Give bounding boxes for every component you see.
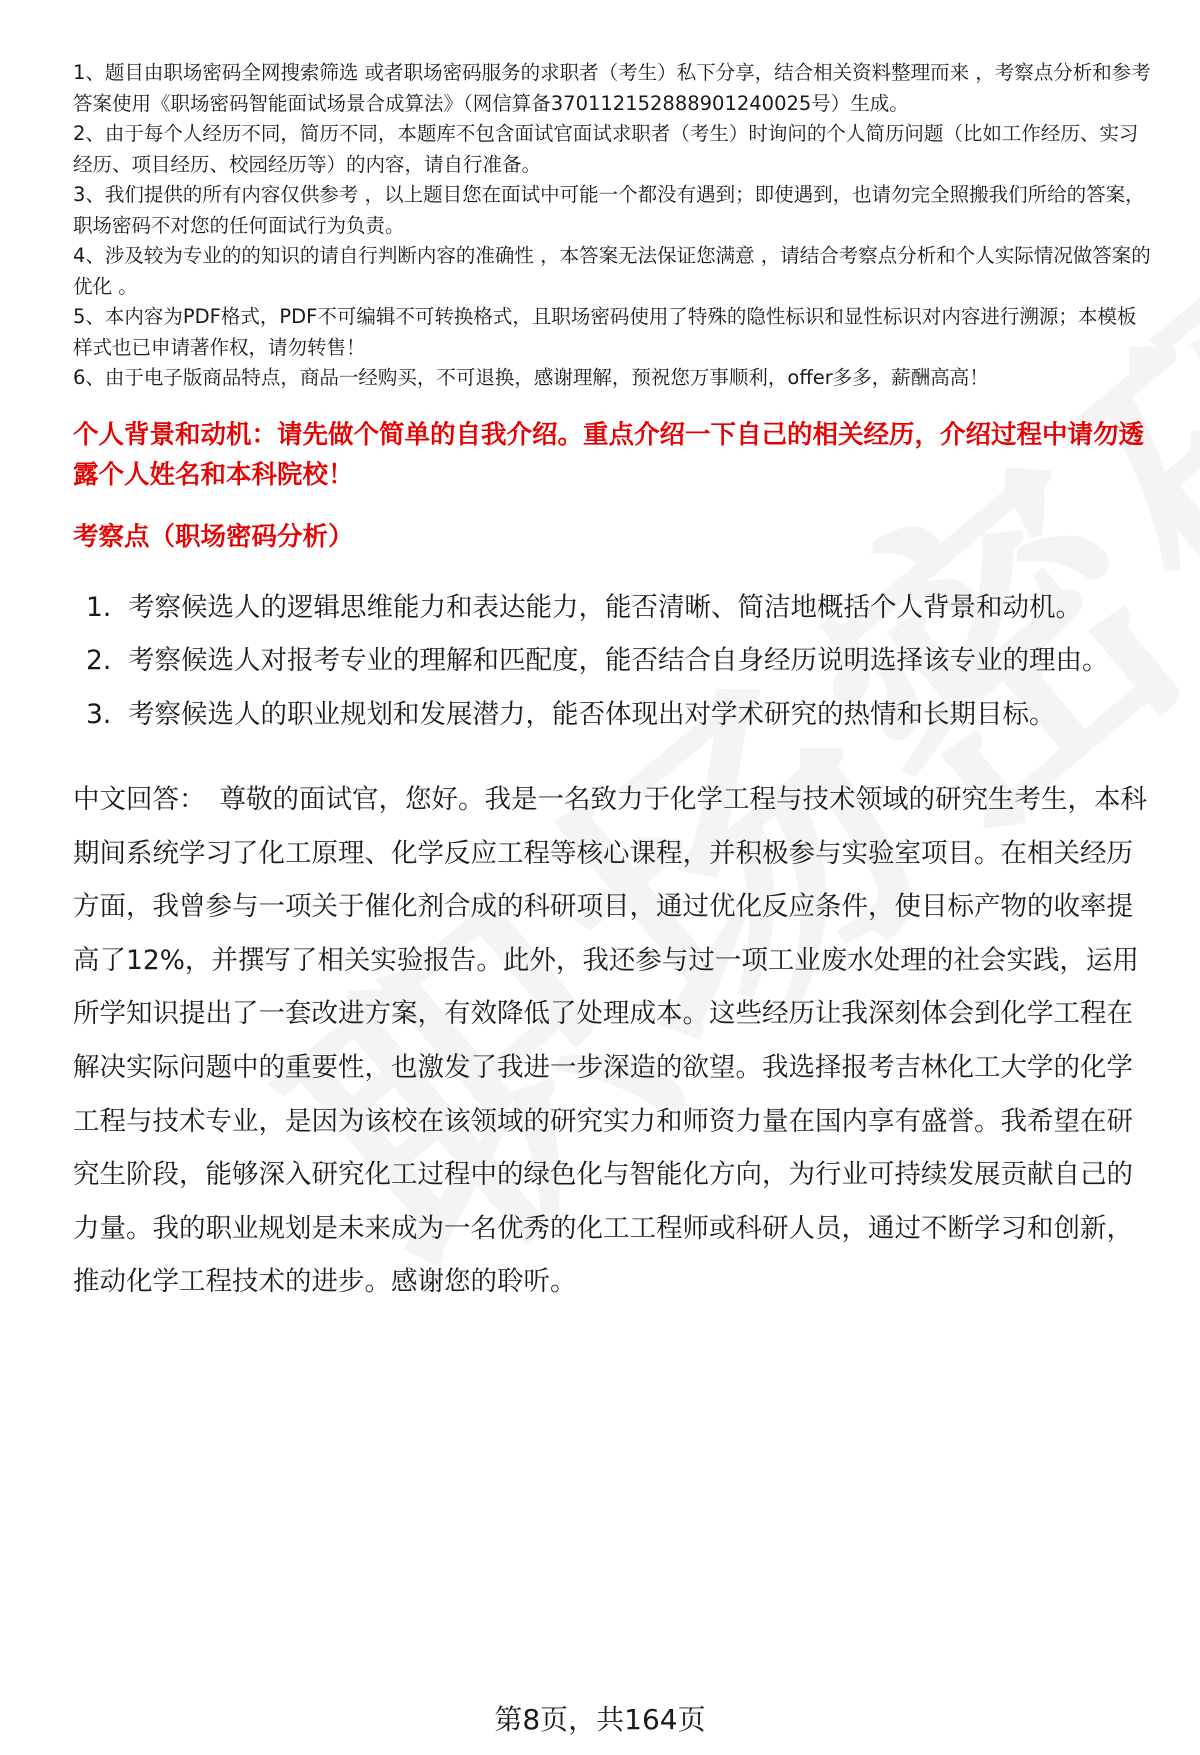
list-item-number: 2. [86,645,112,676]
answer-label: 中文回答： [73,784,206,815]
notice-block [73,58,1155,394]
list-item [86,688,1155,742]
answer-paragraph [73,773,1155,1309]
document-page [73,58,1155,1309]
list-item-number: 3. [86,698,112,730]
analysis-title: 考察点（职场密码分析） [73,521,354,552]
page-number: 第8页，共164页 [494,1703,706,1736]
list-item-number: 1. [86,591,112,623]
notice-item: 3、我们提供的所有内容仅供参考 ，以上题目您在面试中可能一个都没有遇到；即使遇到，也请勿完全照搬我们所给的答案，职场密码不对您的任何面试行为负责。 [73,183,1145,237]
notice-item: 2、由于每个人经历不同，简历不同，本题库不包含面试官面试求职者（考生）时询问的个人简历问题（比如工作经历、实习经历、项目经历、校园经历等）的内容，请自行准备。 [73,122,1139,176]
analysis-list [73,581,1155,742]
list-item-text: 考察候选人对报考专业的理解和匹配度，能否结合自身经历说明选择该专业的理由。 [128,645,1109,676]
list-item [86,634,1155,688]
notice-item: 4、涉及较为专业的的知识的请自行判断内容的准确性 ，本答案无法保证您满意 ，请结合考察点分析和个人实际情况做答案的优化 。 [73,244,1151,298]
list-item [86,581,1155,635]
notice-item: 6、由于电子版商品特点，商品一经购买，不可退换，感谢理解，预祝您万事顺利，offer多多，薪酬高高！ [73,366,989,389]
list-item-text: 考察候选人的职业规划和发展潜力，能否体现出对学术研究的热情和长期目标。 [128,698,1056,730]
notice-item: 5、本内容为PDF格式，PDF不可编辑不可转换格式，且职场密码使用了特殊的隐性标识和显性标识对内容进行溯源；本模板样式也已申请著作权，请勿转售！ [73,305,1137,359]
list-item-text: 考察候选人的逻辑思维能力和表达能力，能否清晰、简洁地概括个人背景和动机。 [128,591,1082,623]
question-heading: 个人背景和动机：请先做个简单的自我介绍。重点介绍一下自己的相关经历，介绍过程中请勿透露个人姓名和本科院校！ [73,419,1145,490]
notice-item: 1、题目由职场密码全网搜索筛选 或者职场密码服务的求职者（考生）私下分享，结合相关资料整理而来 ，考察点分析和参考答案使用《职场密码智能面试场景合成算法》（网信算备370112152888901240025号）生成。 [73,61,1151,115]
answer-text: 尊敬的面试官，您好。我是一名致力于化学工程与技术领域的研究生考生，本科期间系统学习了化工原理、化学反应工程等核心课程，并积极参与实验室项目。在相关经历方面，我曾参与一项关于催化剂合成的科研项目，通过优化反应条件，使目标产物的收率提高了12%，并撰写了相关实验报告。此外，我还参与过一项工业废水处理的社会实践，运用所学知识提出了一套改进方案，有效降低了处理成本。这些经历让我深刻体会到化学工程在解决实际问题中的重要性，也激发了我进一步深造的欲望。我选择报考吉林化工大学的化学工程与技术专业，是因为该校在该领域的研究实力和师资力量在国内享有盛誉。我希望在研究生阶段，能够深入研究化工过程中的绿色化与智能化方向，为行业可持续发展贡献自己的力量。我的职业规划是未来成为一名优秀的化工工程师或科研人员，通过不断学习和创新，推动化学工程技术的进步。感谢您的聆听。 [73,784,1147,1298]
